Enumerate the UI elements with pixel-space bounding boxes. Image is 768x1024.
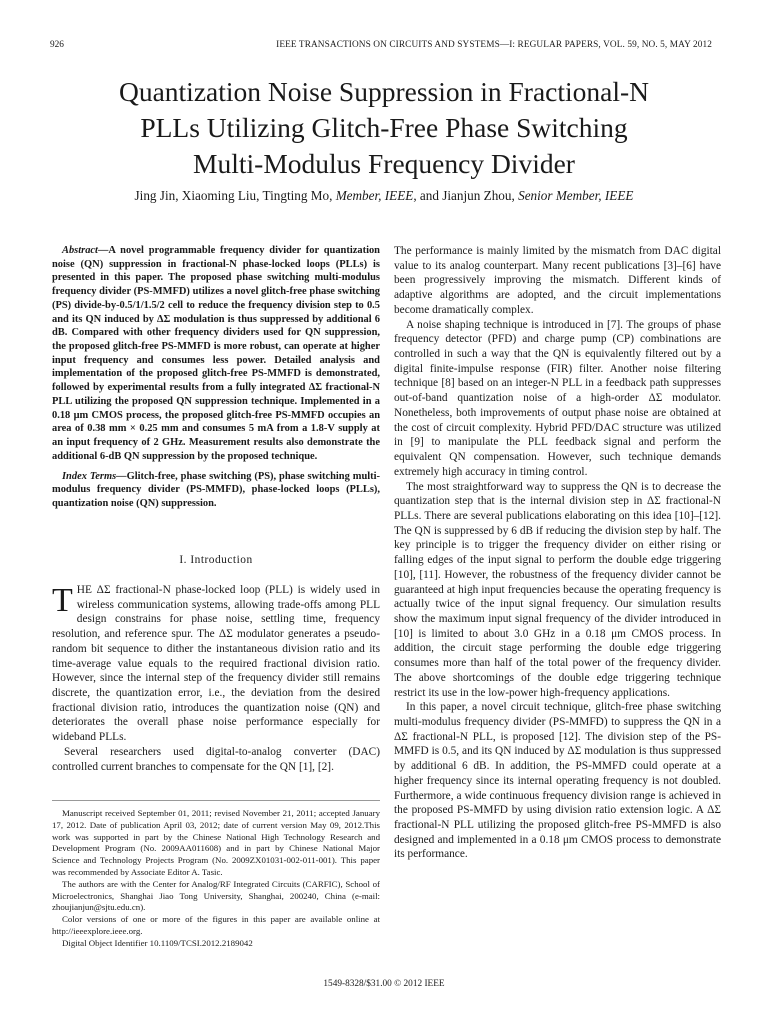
right-column <box>394 244 721 862</box>
author-names: , and Jianjun Zhou, <box>413 188 519 203</box>
footnote: The authors are with the Center for Analog/RF Integrated Circuits (CARFIC), School of Microelectronics, Shanghai Jiao Tong University, Shanghai, 200240, China (e-mail: zhoujianjun@sjtu.edu.cn). <box>52 878 380 913</box>
paper-title <box>40 74 728 182</box>
abstract-text: A novel programmable frequency divider for quantization noise (QN) suppression in fractional-N phase-locked loops (PLLs) is presented in this paper. The proposed phase switching multi-modulus frequency divider (PS-MMFD) utilizes a novel glitch-free phase switching (PS) divide-by-0.5/1/1.5/2 cell to reduce the frequency division step to 0.5 and its QN induced by ΔΣ modulation is thus suppressed by additional 6 dB. Compared with other frequency dividers used for QN suppression, the proposed glitch-free PS-MMFD is more robust, can operate at higher input frequency and consumes less power. Detailed analysis and implementation of the proposed glitch-free PS-MMFD is demonstrated, followed by experimental results from a fully integrated ΔΣ fractional-N PLL utilizing the proposed QN suppression technique. Implemented in a 0.18 μm CMOS process, the proposed glitch-free PS-MMFD occupies an area of 0.38 mm × 0.25 mm and consumes 5 mA from a 1.8-V supply at an input frequency of 2 GHz. Measurement results also demonstrate the additional 6-dB QN suppression by the proposed technique. <box>52 245 380 462</box>
author-affiliation: Member, IEEE <box>335 188 414 203</box>
index-terms-text: Glitch-free, phase switching (PS), phase switching multi-modulus frequency divider (PS-MMFD), phase-locked loops (PLLs), quantization noise (QN) suppression. <box>52 470 381 509</box>
footnote: Manuscript received September 01, 2011; revised November 21, 2011; accepted January 17, 2012. Date of publication April 03, 2012; date of current version May 09, 2012.This work was supported in part by the Chinese National High Technology Research and Development Program (No. 2009AA011608) and in part by Chinese National Major Science and Technology Projects Program (No. 2009ZX01031-002-011-001). This paper was recommended by Associate Editor A. Tasic. <box>52 808 380 877</box>
author-line <box>40 188 728 204</box>
title-line: Quantization Noise Suppression in Fractional-N <box>118 76 650 107</box>
copyright-line: 1549-8328/$31.00 © 2012 IEEE <box>323 979 445 989</box>
title-line: Multi-Modulus Frequency Divider <box>193 148 575 179</box>
intro-paragraph: Several researchers used digital-to-analog converter (DAC) controlled current branches to compensate for the QN [1], [2]. <box>52 745 380 773</box>
author-names: Jing Jin, Xiaoming Liu, Tingting Mo, <box>134 188 336 203</box>
author-affiliation: Senior Member, IEEE <box>518 188 634 203</box>
index-terms <box>52 470 380 511</box>
page-number: 926 <box>50 40 64 50</box>
section-heading: I. Introduction <box>179 554 253 566</box>
body-paragraph: In this paper, a novel circuit technique, glitch-free phase switching multi-modulus frequency divider (PS-MMFD) to suppress the QN in a ΔΣ fractional-N PLL, is proposed [12]. The division step of the PS-MMFD is 0.5, and its QN induced by ΔΣ modulation is thus suppressed by additional 6 dB. In addition, the PS-MMFD could operate at a higher frequency since its internal operating frequency is not doubled. Furthermore, a wide continuous frequency division range is achieved in the proposed PS-MMFD by using division ratio extension logic. A ΔΣ fractional-N PLL utilizing the proposed glitch-free PS-MMFD is also designed and implemented in a 0.18 μm CMOS process to demonstrate its performance. <box>394 701 721 861</box>
drop-cap: T <box>52 582 73 619</box>
body-paragraph: The performance is mainly limited by the mismatch from DAC digital value to its analog counterpart. Many recent publications [3]–[6] have been progressively improving the mismatch. Different kinds of adaptive algorithms are adopted, and the circuit implementations become dramatically complex. <box>394 245 721 316</box>
intro-text <box>52 583 380 774</box>
footnote-divider <box>52 800 380 801</box>
abstract-label: Abstract— <box>62 245 109 256</box>
footnote: Color versions of one or more of the figures in this paper are available online at http://ieeexplore.ieee.org. <box>52 914 380 936</box>
index-terms-label: Index Terms— <box>62 470 127 482</box>
intro-paragraph <box>52 583 380 745</box>
footnote: Digital Object Identifier 10.1109/TCSI.2012.2189042 <box>62 937 253 948</box>
abstract <box>52 244 380 464</box>
footnotes <box>52 808 380 950</box>
body-paragraph: The most straightforward way to suppress the QN is to decrease the quantization step that is the internal division step in ΔΣ fractional-N PLLs. There are several publications elaborating on this idea [10]–[12]. The QN is suppressed by 6 dB if reducing the division step by half. The key principle is to trigger the frequency divider on either rising or falling edges of the input signal to perform the double edge triggering [10], [11]. However, the robustness of the frequency divider cannot be guaranteed at high input frequencies because the operating frequency is actually twice of the input signal frequency. Our simulation results show the maximum input signal frequency of the divider introduced in [10] is limited to about 3.0 GHz in a 0.18 μm CMOS process. In addition, the circuit stage performing the double edge triggering consumes more than half of the total power of the frequency divider. The above shortcomings of the double edge triggering technique restrict its use in the low-power high-frequency applications. <box>394 480 721 699</box>
journal-header: IEEE TRANSACTIONS ON CIRCUITS AND SYSTEMS—I: REGULAR PAPERS, VOL. 59, NO. 5, MAY 2012 <box>276 40 712 50</box>
abstract-block <box>52 244 380 511</box>
body-paragraph: A noise shaping technique is introduced in [7]. The groups of phase frequency detector (PFD) and charge pump (CP) combinations are controlled in such a way that the QN is equivalently filtered out by a digital finite-impulse response (FIR) filter. Another noise filtering technique [8] based on an integer-N PLL in a feedback path suppresses out-of-band quantization noise of a high-order ΔΣ modulator. Nonetheless, both improvements of output phase noise are obtained at the cost of circuit complexity. Hybrid PFD/DAC structure was utilized in [9] to manipulate the PLL feedback signal and perform the equivalent QN compensation. However, such technique demands extremely high accuracy in timing control. <box>394 318 721 478</box>
title-line: PLLs Utilizing Glitch-Free Phase Switching <box>140 112 628 143</box>
intro-paragraph-text: HE ΔΣ fractional-N phase-locked loop (PLL) is widely used in wireless communication systems, allowing trade-offs among PLL design constrains for phase noise, settling time, frequency resolution, and reference spur. The ΔΣ modulator generates a pseudo-random bit sequence to dither the instantaneous division ratio and its time-average value equals to the required fractional division ratio. However, since the internal step of the frequency divider still remains discrete, the quantization error, i.e., the deviation from the desired fractional division ratio, introduces the quantization noise (QN) and deteriorates the overall phase noise performance especially for wideband PLLs. <box>52 584 380 744</box>
